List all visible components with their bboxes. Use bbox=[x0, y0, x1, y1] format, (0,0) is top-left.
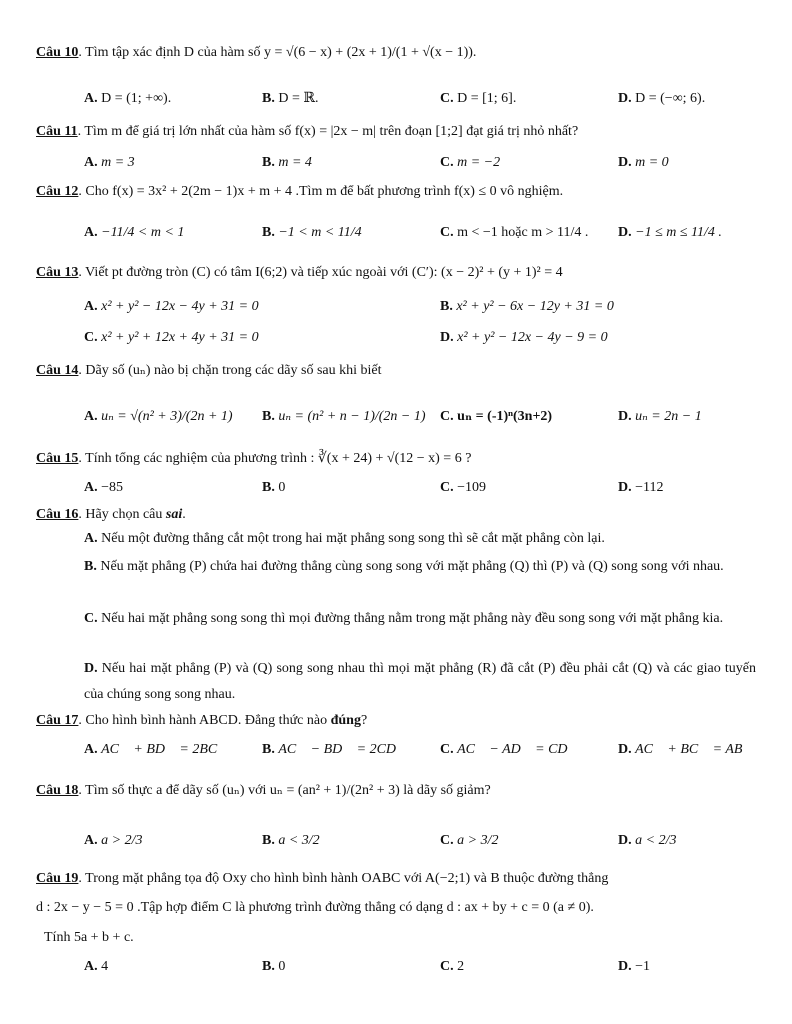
question-stem: . Hãy chọn câu bbox=[78, 507, 166, 522]
question-stem-2: d : 2x − y − 5 = 0 .Tập hợp điểm C là phương trình đường thẳng có dạng d : ax + by + c = 0 (a ≠ 0). bbox=[36, 900, 594, 915]
option-c[interactable] bbox=[84, 606, 756, 632]
stem-emphasis: đúng bbox=[330, 713, 361, 728]
option-text: uₙ = √(n² + 3)/(2n + 1) bbox=[101, 409, 233, 424]
question-16 bbox=[36, 506, 186, 524]
option-b[interactable] bbox=[262, 154, 312, 172]
option-text: x² + y² − 6x − 12y + 31 = 0 bbox=[456, 299, 614, 314]
option-a[interactable] bbox=[84, 90, 171, 108]
option-c[interactable] bbox=[440, 741, 578, 759]
option-text: a < 3/2 bbox=[278, 833, 320, 848]
option-text: x² + y² − 12x − 4y + 31 = 0 bbox=[101, 299, 259, 314]
stem-emphasis: sai bbox=[165, 507, 183, 522]
option-key: A. bbox=[84, 225, 98, 240]
option-key: C. bbox=[440, 959, 454, 974]
option-key: A. bbox=[84, 480, 98, 495]
option-a[interactable] bbox=[84, 741, 228, 759]
option-key: C. bbox=[440, 742, 454, 757]
option-text: 2 bbox=[457, 959, 465, 974]
option-text: a > 2/3 bbox=[101, 833, 143, 848]
option-c[interactable] bbox=[440, 408, 552, 426]
option-text: −85 bbox=[101, 480, 124, 495]
question-stem-3: Tính 5a + b + c. bbox=[44, 930, 134, 945]
option-text: a < 2/3 bbox=[635, 833, 677, 848]
question-10 bbox=[36, 44, 476, 62]
option-key: A. bbox=[84, 742, 98, 757]
option-b[interactable] bbox=[262, 832, 320, 850]
option-text: Nếu một đường thẳng cắt một trong hai mặt phẳng song song thì sẽ cắt mặt phẳng còn lại. bbox=[97, 531, 605, 546]
option-key: D. bbox=[440, 330, 454, 345]
option-text: uₙ = (-1)ⁿ(3n+2) bbox=[457, 409, 553, 424]
option-text: Nếu mặt phẳng (P) chứa hai đường thẳng cùng song song với mặt phẳng (Q) thì (P) và (Q) song song với nhau. bbox=[96, 559, 724, 574]
question-stem: . Tìm m để giá trị lớn nhất của hàm số f(x) = |2x − m| trên đoạn [1;2] đạt giá trị nhỏ nhất? bbox=[77, 124, 579, 139]
option-key: B. bbox=[262, 959, 275, 974]
option-key: C. bbox=[440, 225, 454, 240]
option-key: A. bbox=[84, 299, 98, 314]
option-text: −112 bbox=[635, 480, 664, 495]
option-a[interactable] bbox=[84, 298, 259, 316]
option-key: D. bbox=[618, 833, 632, 848]
option-key: D. bbox=[618, 742, 632, 757]
option-c[interactable] bbox=[440, 154, 500, 172]
option-text: −1 ≤ m ≤ 11/4 . bbox=[635, 225, 722, 240]
option-key: B. bbox=[84, 559, 97, 574]
option-key: B. bbox=[262, 480, 275, 495]
option-text: m = 4 bbox=[278, 155, 312, 170]
option-key: D. bbox=[618, 155, 632, 170]
option-text: −11/4 < m < 1 bbox=[101, 225, 185, 240]
option-key: D. bbox=[618, 480, 632, 495]
option-key: C. bbox=[440, 833, 454, 848]
option-d[interactable] bbox=[618, 958, 650, 976]
question-stem: . Cho hình bình hành ABCD. Đẳng thức nào bbox=[78, 713, 331, 728]
option-text: AC⃗ − BD⃗ = 2CD⃗ bbox=[278, 742, 407, 757]
option-key: B. bbox=[440, 299, 453, 314]
option-a[interactable] bbox=[84, 154, 135, 172]
option-key: B. bbox=[262, 91, 275, 106]
option-key: C. bbox=[84, 330, 98, 345]
question-stem: . Trong mặt phẳng tọa độ Oxy cho hình bình hành OABC với A(−2;1) và B thuộc đường thẳng bbox=[78, 871, 609, 886]
option-c[interactable] bbox=[440, 958, 464, 976]
option-text: −1 < m < 11/4 bbox=[278, 225, 362, 240]
question-19 bbox=[36, 870, 608, 888]
option-b[interactable] bbox=[262, 958, 285, 976]
question-label: Câu 11 bbox=[36, 124, 78, 139]
option-b[interactable] bbox=[262, 90, 318, 108]
option-b[interactable] bbox=[262, 741, 407, 759]
question-18 bbox=[36, 782, 491, 800]
question-label: Câu 19 bbox=[36, 871, 79, 886]
option-c[interactable] bbox=[440, 224, 588, 242]
option-key: D. bbox=[618, 91, 632, 106]
option-c[interactable] bbox=[440, 90, 516, 108]
option-text: D = (−∞; 6). bbox=[635, 91, 706, 106]
option-text: 0 bbox=[278, 959, 286, 974]
question-stem: . Tìm tập xác định D của hàm số y = √(6 − x) + (2x + 1)/(1 + √(x − 1)). bbox=[78, 45, 477, 60]
option-text: −1 bbox=[635, 959, 651, 974]
question-17 bbox=[36, 712, 367, 730]
option-key: A. bbox=[84, 409, 98, 424]
question-stem: . Viết pt đường tròn (C) có tâm I(6;2) và tiếp xúc ngoài với (C′): (x − 2)² + (y + 1)² = 4 bbox=[78, 265, 563, 280]
option-text: uₙ = (n² + n − 1)/(2n − 1) bbox=[278, 409, 426, 424]
option-key: C. bbox=[440, 409, 454, 424]
question-15 bbox=[36, 450, 471, 468]
option-key: B. bbox=[262, 225, 275, 240]
option-key: B. bbox=[262, 833, 275, 848]
option-text: m = 0 bbox=[635, 155, 669, 170]
question-12 bbox=[36, 183, 563, 201]
option-d[interactable] bbox=[618, 90, 705, 108]
option-text: 0 bbox=[278, 480, 286, 495]
option-text: AC⃗ + BC⃗ = AB⃗ bbox=[635, 742, 754, 757]
question-label: Câu 12 bbox=[36, 184, 79, 199]
option-a[interactable] bbox=[84, 224, 184, 242]
question-13 bbox=[36, 264, 563, 282]
option-text: a > 3/2 bbox=[457, 833, 499, 848]
stem-end: ? bbox=[360, 713, 368, 728]
option-d[interactable] bbox=[618, 479, 664, 497]
question-label: Câu 10 bbox=[36, 45, 79, 60]
stem-end: . bbox=[182, 507, 186, 522]
option-a[interactable] bbox=[84, 408, 233, 426]
option-b[interactable] bbox=[262, 479, 285, 497]
question-label: Câu 16 bbox=[36, 507, 79, 522]
option-d[interactable] bbox=[84, 656, 756, 708]
option-key: D. bbox=[84, 661, 98, 676]
option-key: B. bbox=[262, 155, 275, 170]
question-label: Câu 15 bbox=[36, 451, 79, 466]
option-key: A. bbox=[84, 833, 98, 848]
option-d[interactable] bbox=[618, 408, 702, 426]
option-d[interactable] bbox=[618, 741, 753, 759]
option-a[interactable] bbox=[84, 479, 123, 497]
question-11 bbox=[36, 123, 578, 141]
option-b[interactable] bbox=[262, 224, 362, 242]
option-key: C. bbox=[440, 480, 454, 495]
question-stem: . Tính tổng các nghiệm của phương trình : ∛(x + 24) + √(12 − x) = 6 ? bbox=[78, 451, 472, 466]
option-text: D = ℝ. bbox=[278, 91, 319, 106]
option-a[interactable] bbox=[84, 832, 142, 850]
question-19-line-3 bbox=[44, 929, 134, 947]
option-text: Nếu hai mặt phẳng song song thì mọi đường thẳng nằm trong mặt phẳng này đều song song với mặt phẳng kia. bbox=[97, 611, 724, 626]
option-text: −109 bbox=[457, 480, 487, 495]
option-b[interactable] bbox=[84, 554, 756, 580]
option-b[interactable] bbox=[262, 408, 426, 426]
option-text: x² + y² + 12x + 4y + 31 = 0 bbox=[101, 330, 259, 345]
question-14 bbox=[36, 362, 382, 380]
question-19-line-2 bbox=[36, 899, 594, 917]
option-key: C. bbox=[440, 155, 454, 170]
option-text: m = 3 bbox=[101, 155, 135, 170]
option-d[interactable] bbox=[440, 329, 608, 347]
option-key: D. bbox=[618, 959, 632, 974]
option-text: uₙ = 2n − 1 bbox=[635, 409, 702, 424]
question-label: Câu 17 bbox=[36, 713, 79, 728]
option-d[interactable] bbox=[618, 832, 676, 850]
option-text: AC⃗ + BD⃗ = 2BC⃗ bbox=[101, 742, 229, 757]
option-c[interactable] bbox=[440, 832, 498, 850]
option-text: Nếu hai mặt phẳng (P) và (Q) song song nhau thì mọi mặt phẳng (R) đã cắt (P) đều phải cắt (Q) và các giao tuyến của chúng song song nhau. bbox=[84, 661, 756, 702]
option-key: A. bbox=[84, 959, 98, 974]
option-text: m = −2 bbox=[457, 155, 501, 170]
option-key: A. bbox=[84, 155, 98, 170]
option-d[interactable] bbox=[618, 154, 669, 172]
question-stem: . Dãy số (uₙ) nào bị chặn trong các dãy số sau khi biết bbox=[78, 363, 382, 378]
option-key: D. bbox=[618, 409, 632, 424]
option-text: D = [1; 6]. bbox=[457, 91, 517, 106]
option-key: D. bbox=[618, 225, 632, 240]
option-a[interactable] bbox=[84, 958, 108, 976]
option-text: x² + y² − 12x − 4y − 9 = 0 bbox=[457, 330, 608, 345]
option-a[interactable] bbox=[84, 526, 756, 552]
question-stem: . Tìm số thực a để dãy số (uₙ) với uₙ = (an² + 1)/(2n² + 3) là dãy số giảm? bbox=[78, 783, 491, 798]
option-d[interactable] bbox=[618, 224, 722, 242]
option-text: m < −1 hoặc m > 11/4 . bbox=[457, 225, 589, 240]
question-stem: . Cho f(x) = 3x² + 2(2m − 1)x + m + 4 .Tìm m để bất phương trình f(x) ≤ 0 vô nghiệm. bbox=[78, 184, 564, 199]
option-text: AC⃗ − AD⃗ = CD⃗ bbox=[457, 742, 579, 757]
option-c[interactable] bbox=[84, 329, 259, 347]
question-label: Câu 18 bbox=[36, 783, 79, 798]
option-key: C. bbox=[440, 91, 454, 106]
option-key: B. bbox=[262, 742, 275, 757]
option-text: 4 bbox=[101, 959, 109, 974]
question-label: Câu 13 bbox=[36, 265, 79, 280]
option-c[interactable] bbox=[440, 479, 486, 497]
option-text: D = (1; +∞). bbox=[101, 91, 172, 106]
option-key: C. bbox=[84, 611, 98, 626]
option-key: B. bbox=[262, 409, 275, 424]
option-key: A. bbox=[84, 91, 98, 106]
question-label: Câu 14 bbox=[36, 363, 79, 378]
option-b[interactable] bbox=[440, 298, 614, 316]
option-key: A. bbox=[84, 531, 98, 546]
